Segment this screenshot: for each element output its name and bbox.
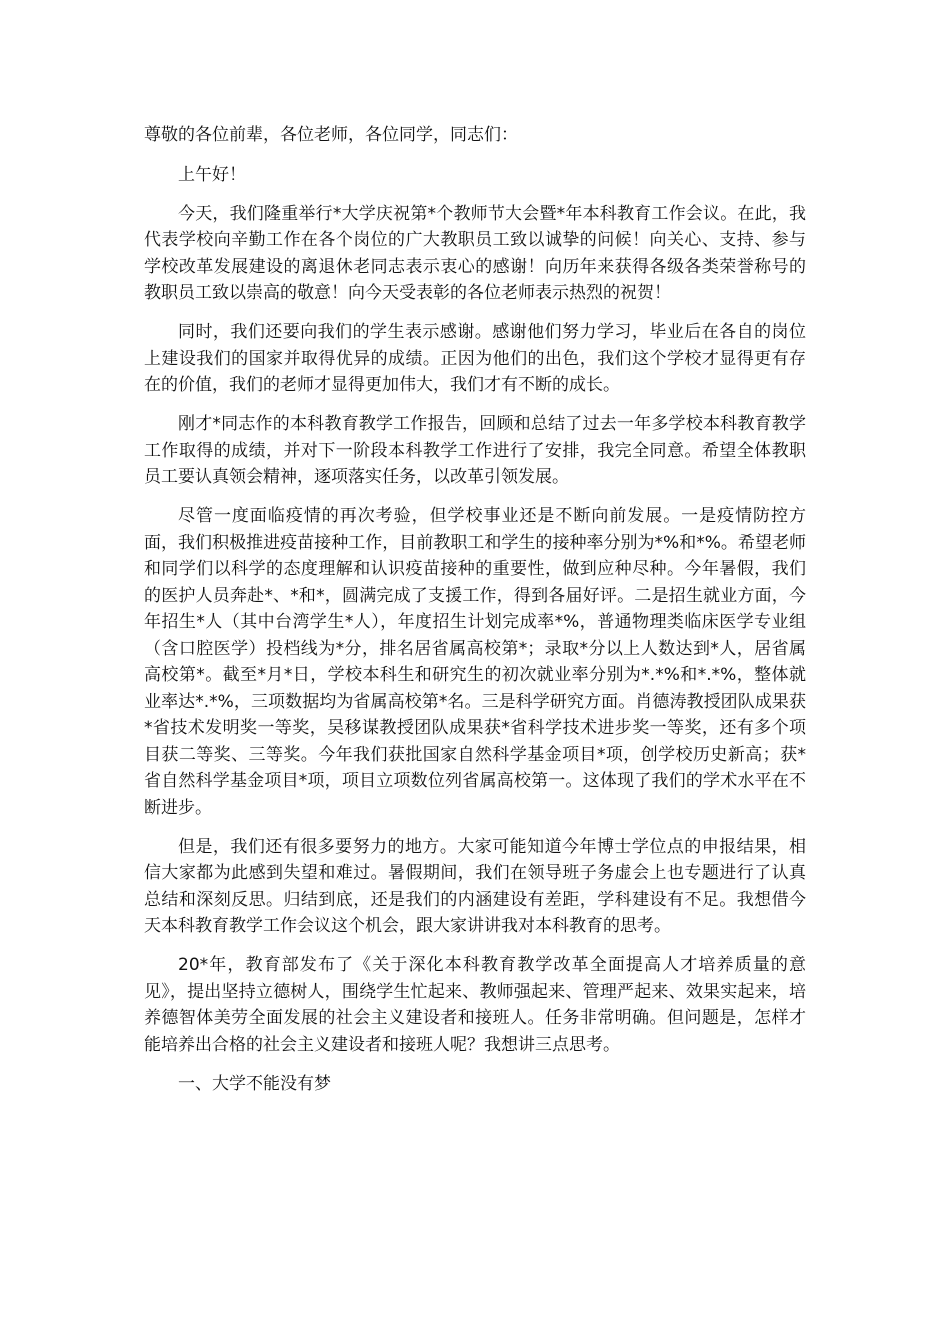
paragraph-thanks-students: 同时，我们还要向我们的学生表示感谢。感谢他们努力学习，毕业后在各自的岗位上建设我们的国家并取得优异的成绩。正因为他们的出色，我们这个学校才显得更有存在的价值，我们的老师才显得更加伟大，我们才有不断的成长。: [144, 322, 806, 395]
paragraph-achievements: 尽管一度面临疫情的再次考验，但学校事业还是不断向前发展。一是疫情防控方面，我们积极推进疫苗接种工作，目前教职工和学生的接种率分别为*%和*%。希望老师和同学们以科学的态度理解和认识疫苗接种的重要性，做到应种尽种。今年暑假，我们的医护人员奔赴*、*和*，圆满完成了支援工作，得到各届好评。二是招生就业方面，今年招生*人（其中台湾学生*人），年度招生计划完成率*%，普通物理类临床医学专业组（含口腔医学）投档线为*分，排名居省属高校第*；录取*分以上人数达到*人，居省属高校第*。截至*月*日，学校本科生和研究生的初次就业率分别为*.*%和*.*%，整体就业率达*.*%，三项数据均为省属高校第*名。三是科学研究方面。肖德涛教授团队成果获*省技术发明奖一等奖，吴移谋教授团队成果获*省科学技术进步奖一等奖，还有多个项目获二等奖、三等奖。今年我们获批国家自然科学基金项目*项，创学校历史新高；获*省自然科学基金项目*项，项目立项数位列省属高校第一。这体现了我们的学术水平在不断进步。: [144, 506, 806, 818]
paragraph-ministry-opinion: 20*年，教育部发布了《关于深化本科教育教学改革全面提高人才培养质量的意见》，提出坚持立德树人，围绕学生忙起来、教师强起来、管理严起来、效果实起来，培养德智体美劳全面发展的社会主义建设者和接班人。任务非常明确。但问题是，怎样才能培养出合格的社会主义建设者和接班人呢？我想讲三点思考。: [144, 955, 806, 1055]
greeting: 上午好！: [178, 164, 246, 185]
salutation: 尊敬的各位前辈，各位老师，各位同学，同志们：: [144, 125, 518, 145]
paragraph-opening: 今天，我们隆重举行*大学庆祝第*个教师节大会暨*年本科教育工作会议。在此，我代表学校向辛勤工作在各个岗位的广大教职员工致以诚挚的问候！向关心、支持、参与学校改革发展建设的离退休老同志表示衷心的感谢！向历年来获得各级各类荣誉称号的教职员工致以崇高的敬意！向今天受表彰的各位老师表示热烈的祝贺！: [144, 203, 806, 303]
section-heading: 一、大学不能没有梦: [178, 1073, 331, 1094]
speech-text: [144, 122, 806, 1110]
paragraph-shortcomings: 但是，我们还有很多要努力的地方。大家可能知道今年博士学位点的申报结果，相信大家都为此感到失望和难过。暑假期间，我们在领导班子务虚会上也专题进行了认真总结和深刻反思。归结到底，还是我们的内涵建设有差距，学科建设有不足。我想借今天本科教育教学工作会议这个机会，跟大家讲讲我对本科教育的思考。: [144, 836, 806, 936]
paragraph-report: 刚才*同志作的本科教育教学工作报告，回顾和总结了过去一年多学校本科教育教学工作取得的成绩，并对下一阶段本科教学工作进行了安排，我完全同意。希望全体教职员工要认真领会精神，逐项落实任务，以改革引领发展。: [144, 414, 806, 487]
